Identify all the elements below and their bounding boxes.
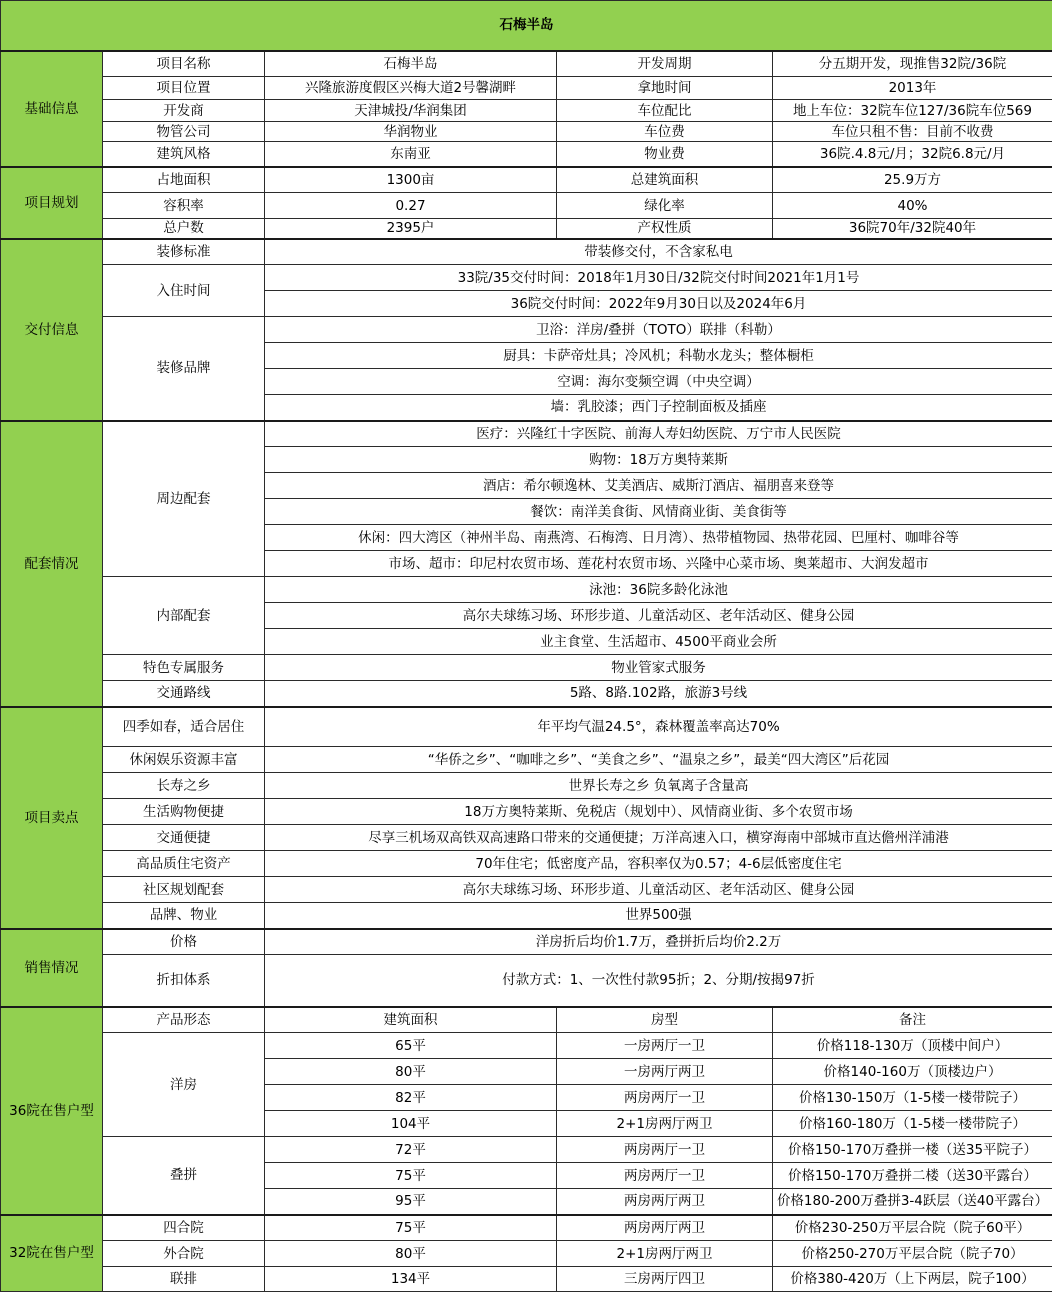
section-planning: 项目规划	[1, 167, 103, 239]
cell-value: 36院70年/32院40年	[773, 219, 1052, 239]
unit-area: 80平	[265, 1241, 557, 1267]
unit-note: 价格140-160万（顶楼边户）	[773, 1059, 1052, 1085]
unit-layout: 两房两厅一卫	[557, 1085, 773, 1111]
unit-note: 价格250-270万平层合院（院子70）	[773, 1241, 1052, 1267]
cell-value: 高尔夫球练习场、环形步道、儿童活动区、老年活动区、健身公园	[265, 603, 1052, 629]
unit-area: 134平	[265, 1267, 557, 1292]
cell-label: 四季如春，适合居住	[103, 707, 265, 747]
cell-value: 尽享三机场双高铁双高速路口带来的交通便捷；万洋高速入口，横穿海南中部城市直达儋州洋浦港	[265, 825, 1052, 851]
units-header-layout: 房型	[557, 1007, 773, 1033]
cell-value: 地上车位：32院车位127/36院车位569	[773, 100, 1052, 122]
cell-value: 墙：乳胶漆；西门子控制面板及插座	[265, 395, 1052, 421]
section-units-32: 32院在售户型	[1, 1215, 103, 1292]
unit-note: 价格160-180万（1-5楼一楼带院子）	[773, 1111, 1052, 1137]
cell-label: 装修品牌	[103, 317, 265, 421]
cell-value: 世界500强	[265, 903, 1052, 929]
cell-label: 开发商	[103, 100, 265, 122]
cell-value: 石梅半岛	[265, 51, 557, 77]
cell-value: 泳池：36院多龄化泳池	[265, 577, 1052, 603]
section-delivery: 交付信息	[1, 239, 103, 421]
unit-form-diepin: 叠拼	[103, 1137, 265, 1215]
cell-value: 购物：18万方奥特莱斯	[265, 447, 1052, 473]
section-selling-points: 项目卖点	[1, 707, 103, 929]
cell-value: 华润物业	[265, 122, 557, 142]
cell-label: 车位配比	[557, 100, 773, 122]
cell-label: 装修标准	[103, 239, 265, 265]
cell-label: 绿化率	[557, 193, 773, 219]
cell-label: 项目位置	[103, 77, 265, 100]
cell-value: 付款方式：1、一次性付款95折；2、分期/按揭97折	[265, 955, 1052, 1007]
unit-area: 65平	[265, 1033, 557, 1059]
units-header-note: 备注	[773, 1007, 1052, 1033]
cell-label: 长寿之乡	[103, 773, 265, 799]
unit-area: 75平	[265, 1215, 557, 1241]
unit-note: 价格150-170万叠拼二楼（送30平露台）	[773, 1163, 1052, 1189]
cell-label: 品牌、物业	[103, 903, 265, 929]
cell-value: 卫浴：洋房/叠拼（TOTO）联排（科勒）	[265, 317, 1052, 343]
section-sales: 销售情况	[1, 929, 103, 1007]
cell-value: 洋房折后均价1.7万，叠拼折后均价2.2万	[265, 929, 1052, 955]
cell-value: 医疗：兴隆红十字医院、前海人寿妇幼医院、万宁市人民医院	[265, 421, 1052, 447]
unit-note: 价格150-170万叠拼一楼（送35平院子）	[773, 1137, 1052, 1163]
cell-label: 总建筑面积	[557, 167, 773, 193]
cell-label: 总户数	[103, 219, 265, 239]
unit-layout: 两房两厅一卫	[557, 1137, 773, 1163]
unit-layout: 三房两厅四卫	[557, 1267, 773, 1292]
cell-label: 周边配套	[103, 421, 265, 577]
cell-label: 特色专属服务	[103, 655, 265, 681]
unit-area: 82平	[265, 1085, 557, 1111]
cell-label: 内部配套	[103, 577, 265, 655]
cell-label: 容积率	[103, 193, 265, 219]
cell-value: 33院/35交付时间：2018年1月30日/32院交付时间2021年1月1号	[265, 265, 1052, 291]
unit-note: 价格230-250万平层合院（院子60平）	[773, 1215, 1052, 1241]
cell-value: 餐饮：南洋美食街、风情商业街、美食街等	[265, 499, 1052, 525]
cell-value: 带装修交付，不含家私电	[265, 239, 1052, 265]
cell-label: 折扣体系	[103, 955, 265, 1007]
cell-value: 休闲：四大湾区（神州半岛、南燕湾、石梅湾、日月湾）、热带植物园、热带花园、巴厘村、咖啡谷等	[265, 525, 1052, 551]
cell-value: 东南亚	[265, 142, 557, 167]
cell-value: 5路、8路.102路，旅游3号线	[265, 681, 1052, 707]
cell-value: 18万方奥特莱斯、免税店（规划中）、风情商业街、多个农贸市场	[265, 799, 1052, 825]
cell-value: 厨具：卡萨帝灶具；冷风机；科勒水龙头；整体橱柜	[265, 343, 1052, 369]
cell-label: 拿地时间	[557, 77, 773, 100]
cell-value: 36院.4.8元/月；32院6.8元/月	[773, 142, 1052, 167]
units-header-form: 产品形态	[103, 1007, 265, 1033]
unit-layout: 两房两厅两卫	[557, 1215, 773, 1241]
cell-value: 酒店：希尔顿逸林、艾美酒店、威斯汀酒店、福朋喜来登等	[265, 473, 1052, 499]
cell-value: 高尔夫球练习场、环形步道、儿童活动区、老年活动区、健身公园	[265, 877, 1052, 903]
unit-layout: 两房两厅一卫	[557, 1163, 773, 1189]
unit-form: 联排	[103, 1267, 265, 1292]
cell-label: 社区规划配套	[103, 877, 265, 903]
cell-value: 1300亩	[265, 167, 557, 193]
cell-label: 生活购物便捷	[103, 799, 265, 825]
unit-layout: 两房两厅两卫	[557, 1189, 773, 1215]
cell-value: 36院交付时间：2022年9月30日以及2024年6月	[265, 291, 1052, 317]
cell-label: 物业费	[557, 142, 773, 167]
cell-label: 交通便捷	[103, 825, 265, 851]
cell-value: “华侨之乡”、“咖啡之乡”、“美食之乡”、“温泉之乡”，最美“四大湾区”后花园	[265, 747, 1052, 773]
cell-label: 价格	[103, 929, 265, 955]
page-title: 石梅半岛	[1, 1, 1052, 51]
cell-label: 产权性质	[557, 219, 773, 239]
cell-value: 空调：海尔变频空调（中央空调）	[265, 369, 1052, 395]
unit-layout: 一房两厅一卫	[557, 1033, 773, 1059]
cell-label: 高品质住宅资产	[103, 851, 265, 877]
unit-area: 95平	[265, 1189, 557, 1215]
cell-value: 40%	[773, 193, 1052, 219]
unit-note: 价格118-130万（顶楼中间户）	[773, 1033, 1052, 1059]
cell-label: 项目名称	[103, 51, 265, 77]
unit-form: 外合院	[103, 1241, 265, 1267]
cell-value: 天津城投/华润集团	[265, 100, 557, 122]
unit-form-yangfang: 洋房	[103, 1033, 265, 1137]
cell-value: 2395户	[265, 219, 557, 239]
unit-note: 价格180-200万叠拼3-4跃层（送40平露台）	[773, 1189, 1052, 1215]
cell-value: 物业管家式服务	[265, 655, 1052, 681]
cell-value: 分五期开发，现推售32院/36院	[773, 51, 1052, 77]
section-basic: 基础信息	[1, 51, 103, 167]
unit-note: 价格130-150万（1-5楼一楼带院子）	[773, 1085, 1052, 1111]
unit-layout: 2+1房两厅两卫	[557, 1241, 773, 1267]
unit-area: 72平	[265, 1137, 557, 1163]
cell-label: 建筑风格	[103, 142, 265, 167]
cell-value: 业主食堂、生活超市、4500平商业会所	[265, 629, 1052, 655]
cell-label: 休闲娱乐资源丰富	[103, 747, 265, 773]
cell-value: 市场、超市：印尼村农贸市场、莲花村农贸市场、兴隆中心菜市场、奥莱超市、大润发超市	[265, 551, 1052, 577]
cell-label: 交通路线	[103, 681, 265, 707]
cell-value: 车位只租不售：目前不收费	[773, 122, 1052, 142]
cell-label: 物管公司	[103, 122, 265, 142]
cell-label: 入住时间	[103, 265, 265, 317]
cell-value: 25.9万方	[773, 167, 1052, 193]
unit-note: 价格380-420万（上下两层，院子100）	[773, 1267, 1052, 1292]
unit-area: 75平	[265, 1163, 557, 1189]
cell-value: 世界长寿之乡 负氧离子含量高	[265, 773, 1052, 799]
cell-value: 2013年	[773, 77, 1052, 100]
cell-label: 占地面积	[103, 167, 265, 193]
unit-layout: 一房两厅两卫	[557, 1059, 773, 1085]
section-units-36: 36院在售户型	[1, 1007, 103, 1215]
unit-area: 104平	[265, 1111, 557, 1137]
section-facilities: 配套情况	[1, 421, 103, 707]
cell-value: 0.27	[265, 193, 557, 219]
unit-layout: 2+1房两厅两卫	[557, 1111, 773, 1137]
cell-label: 车位费	[557, 122, 773, 142]
units-header-area: 建筑面积	[265, 1007, 557, 1033]
cell-value: 兴隆旅游度假区兴梅大道2号馨湖畔	[265, 77, 557, 100]
cell-value: 70年住宅；低密度产品，容积率仅为0.57；4-6层低密度住宅	[265, 851, 1052, 877]
cell-label: 开发周期	[557, 51, 773, 77]
unit-form: 四合院	[103, 1215, 265, 1241]
cell-value: 年平均气温24.5°，森林覆盖率高达70%	[265, 707, 1052, 747]
unit-area: 80平	[265, 1059, 557, 1085]
